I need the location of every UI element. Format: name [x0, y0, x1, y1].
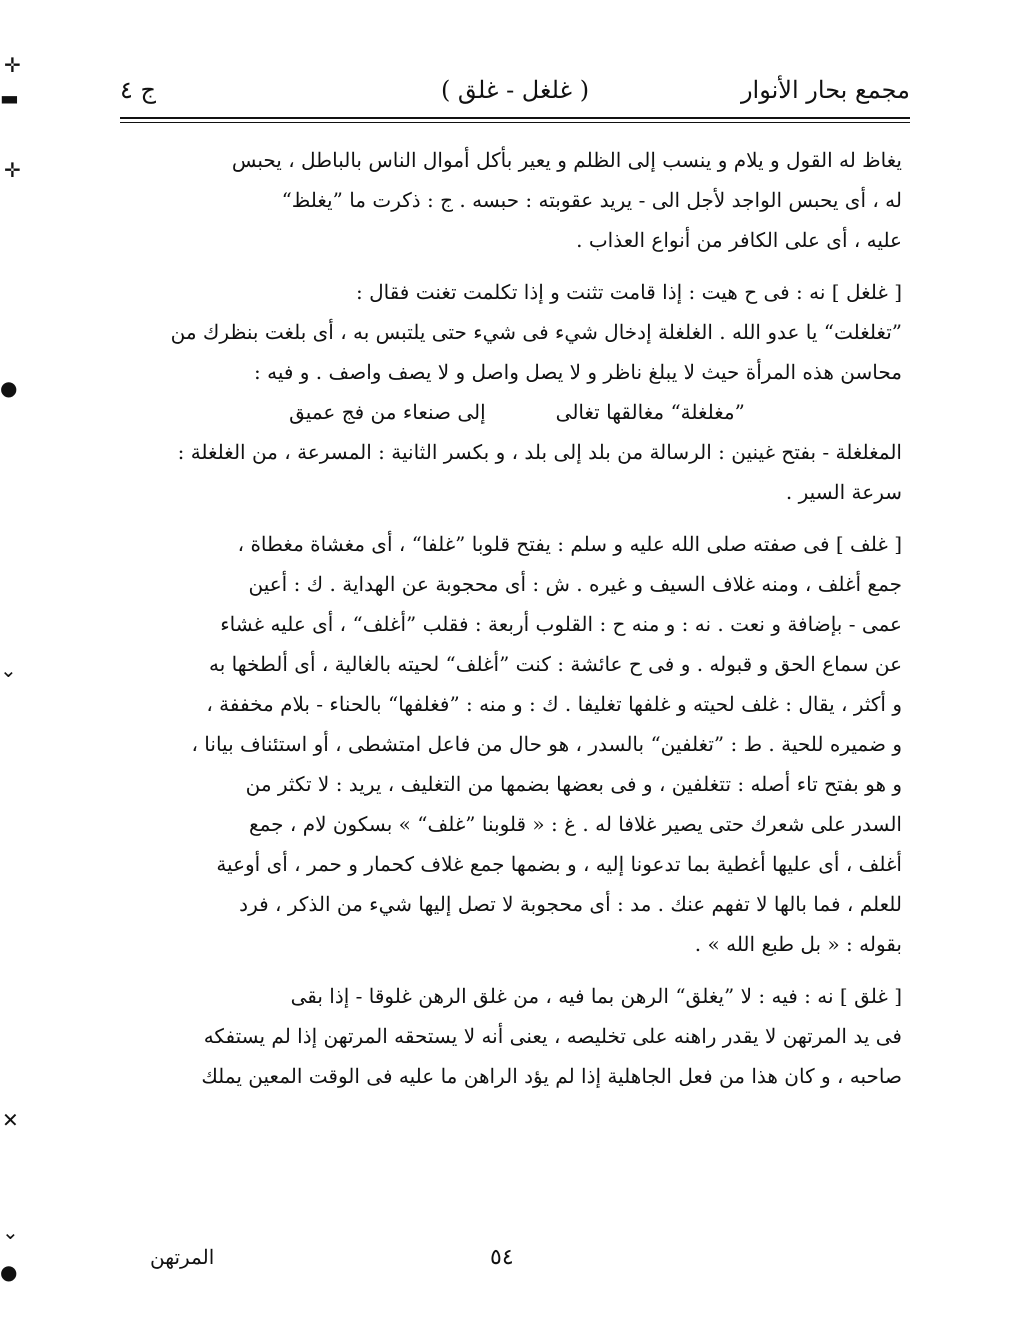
margin-mark-icon: ●	[0, 1260, 18, 1284]
text-line: عليه ، أى على الكافر من أنواع العذاب .	[576, 228, 902, 252]
text-line: و هو بفتح تاء أصله : تتغلفين ، و فى بعضها بضمها من التغليف ، يريد : لا تكثر من	[245, 772, 902, 796]
margin-mark-icon: ✕	[2, 1108, 19, 1132]
text-line: و ضميره للحية . ط : ”تغلفين“ بالسدر ، هو حال من فاعل امتشطى ، أو استئناف بيانا ،	[191, 732, 902, 756]
verse-line	[132, 392, 902, 432]
text-line: صاحبه ، و كان هذا من فعل الجاهلية إذا لم يؤد الراهن ما عليه فى الوقت المعين يملك	[201, 1064, 902, 1088]
text-line: للعلم ، فما بالها لا تفهم عنك . مد : أى محجوبة لا تصل إليها شيء من الذكر ، فرد	[239, 892, 902, 916]
margin-mark-icon: ●	[0, 376, 18, 400]
margin-mark-icon: ⌄	[0, 658, 17, 682]
text-line: و أكثر ، يقال : غلف لحيته و غلفها تغليفا . ك : و منه : ”فغلفها“ بالحناء - بلام مخففة ،	[206, 692, 902, 716]
text-line: ”تغلغلت“ يا عدو الله . الغلغلة إدخال شيء فى شيء حتى يلتبس به ، أى بلغت بنظرك من	[170, 320, 902, 344]
header-rule	[120, 117, 910, 119]
text-line: محاسن هذه المرأة حيث لا يبلغ ناظر و لا يصل واصل و لا يصف واصف . و فيه :	[254, 360, 902, 384]
header-rule-thin	[120, 122, 910, 123]
section-title: ( غلغل - غلق )	[440, 76, 590, 104]
text-line: عن سماع الحق و قبوله . و فى ح عائشة : كنت ”أغلف“ لحيته بالغالية ، أى ألطخها به	[209, 652, 902, 676]
entry-heading-line: [ غلغل ] نه : فى ح هيت : إذا قامت تثنت و إذا تكلمت تغنت فقال :	[355, 280, 902, 304]
page-number: ٥٤	[490, 1245, 514, 1270]
verse-hemistich-1: ”مغلغلة“ مغالقها تغالى	[555, 400, 745, 424]
text-line: عمى - بإضافة و نعت . نه : و منه ح : القلوب أربعة : فقلب ”أغلف“ ، أى عليه غشاء	[220, 612, 902, 636]
margin-mark-icon: ✛	[4, 158, 21, 182]
text-line: يغاظ له القول و يلام و ينسب إلى الظلم و يعير بأكل أموال الناس بالباطل ، يحبس	[231, 148, 902, 172]
text-line: له ، أى يحبس الواجد لأجل الى - يريد عقوبته : حبسه . ج : ذكرت ما ”يغلظ“	[281, 188, 902, 212]
verse-hemistich-2: إلى صنعاء من فج عميق	[289, 400, 486, 424]
book-title: مجمع بحار الأنوار	[740, 76, 910, 104]
page-body	[132, 140, 902, 1096]
text-line: فى يد المرتهن لا يقدر راهنه على تخليصه ، يعنى أنه لا يستحقه المرتهن إذا لم يستفكه	[203, 1024, 902, 1048]
entry-heading-line: [ غلف ] فى صفته صلى الله عليه و سلم : يفتح قلوبا ”غلفا“ ، أى مغشاة مغطاة ،	[237, 532, 902, 556]
margin-mark-icon: ✛	[4, 53, 21, 77]
text-line: المغلغلة - بفتح غينين : الرسالة من بلد إلى بلد ، و بكسر الثانية : المسرعة ، من الغلغلة :	[177, 440, 902, 464]
margin-mark-icon: ⌄	[2, 1220, 19, 1244]
running-header	[120, 70, 910, 110]
text-line: جمع أغلف ، ومنه غلاف السيف و غيره . ش : أى محجوبة عن الهداية . ك : أعين	[248, 572, 902, 596]
text-line: السدر على شعرك حتى يصير غلافا له . غ : « قلوبنا ”غلف“ » بسكون لام ، جمع	[248, 812, 902, 836]
text-line: أغلف ، أى عليها أغطية بما تدعونا إليه ، و بضمها جمع غلاف كحمار و حمر ، أى أوعية	[216, 852, 902, 876]
entry-heading-line: [ غلق ] نه : فيه : لا ”يغلق“ الرهن بما فيه ، من غلق الرهن غلوقا - إذا بقى	[290, 984, 902, 1008]
margin-mark-icon: ▬	[0, 86, 19, 110]
text-line: بقوله : « بل طبع الله » .	[694, 932, 902, 956]
volume-number: ج ٤	[120, 76, 157, 104]
text-line: سرعة السير .	[785, 480, 902, 504]
catchword: المرتهن	[150, 1245, 215, 1269]
